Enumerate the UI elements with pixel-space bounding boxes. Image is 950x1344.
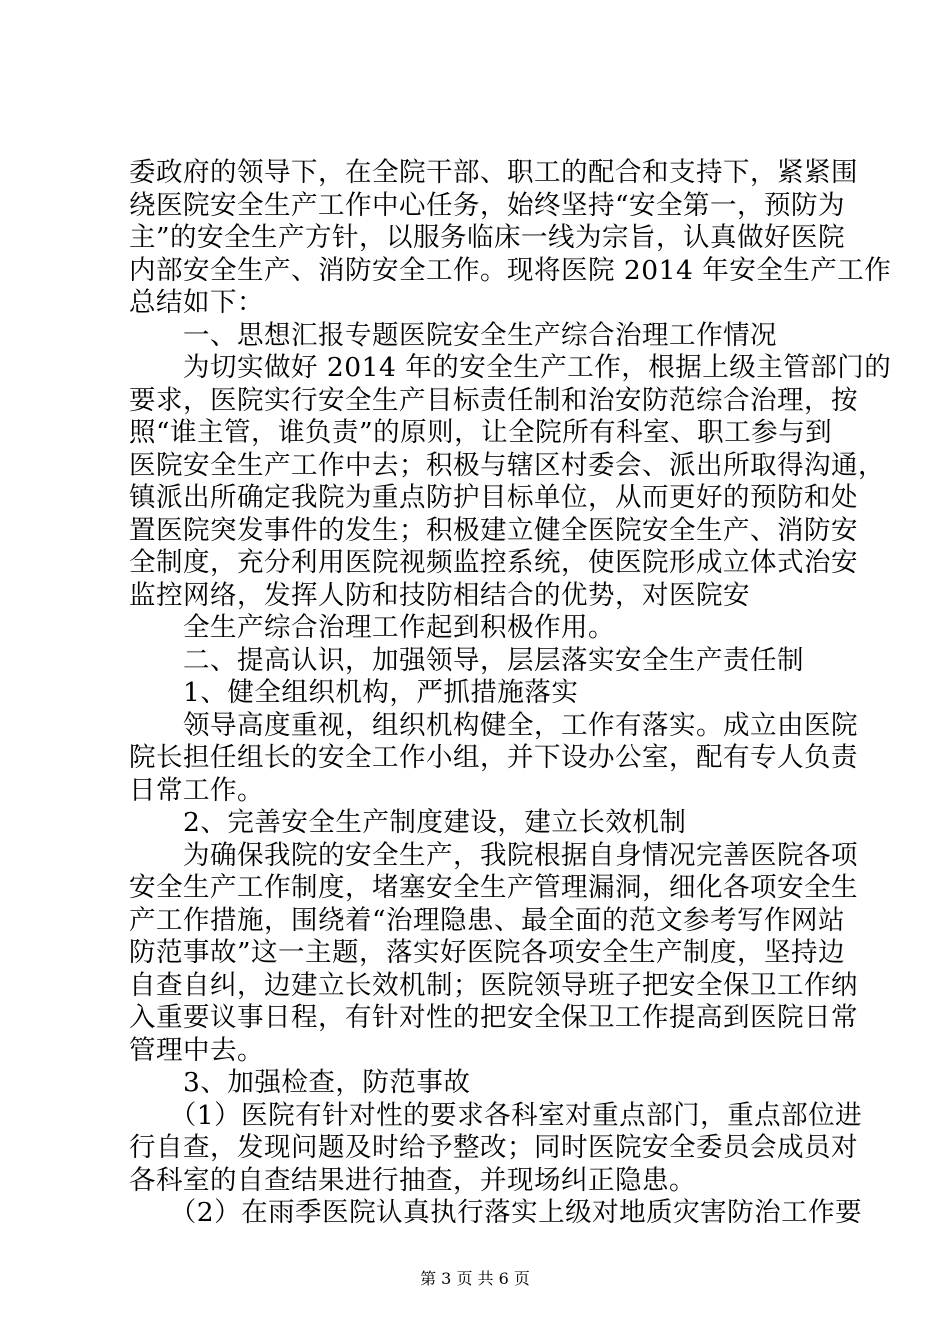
text-line: 要求，医院实行安全生产目标责任制和治安防范综合治理，按 — [129, 384, 858, 416]
text-line: 全生产综合治理工作起到积极作用。 — [129, 612, 615, 643]
text-line: 领导高度重视，组织机构健全，工作有落实。成立由医院 — [129, 709, 858, 741]
text-line: 镇派出所确定我院为重点防护目标单位，从而更好的预防和处 — [129, 482, 858, 513]
text-line: 各科室的自查结果进行抽查，并现场纠正隐患。 — [129, 1164, 696, 1196]
text-line: 院长担任组长的安全工作小组，并下设办公室，配有专人负责 — [129, 742, 858, 773]
text-line: 医院安全生产工作中去；积极与辖区村委会、派出所取得沟通， — [129, 449, 885, 481]
text-line: 日常工作。 — [129, 774, 264, 806]
section-heading: 二、提高认识，加强领导，层层落实安全生产责任制 — [129, 644, 804, 676]
text-line: 监控网络，发挥人防和技防相结合的优势，对医院安 — [129, 579, 750, 611]
text-line: 自查自纠，边建立长效机制；医院领导班子把安全保卫工作纳 — [129, 969, 858, 1001]
section-heading: 一、思想汇报专题医院安全生产综合治理工作情况 — [129, 319, 777, 351]
text-line: 绕医院安全生产工作中心任务，始终坚持“安全第一，预防为 — [129, 189, 846, 221]
text-line: （2）在雨季医院认真执行落实上级对地质灾害防治工作要 — [129, 1197, 863, 1228]
text-line: 为切实做好 2014 年的安全生产工作，根据上级主管部门的 — [129, 352, 892, 383]
text-line: 内部安全生产、消防安全工作。现将医院 2014 年安全生产工作 — [129, 254, 892, 286]
subsection-heading: 2、完善安全生产制度建设，建立长效机制 — [129, 807, 687, 838]
text-line: 行自查，发现问题及时给予整改；同时医院安全委员会成员对 — [129, 1132, 858, 1163]
text-line: 产工作措施，围绕着“治理隐患、最全面的范文参考写作网站 — [129, 904, 846, 936]
subsection-heading: 3、加强检查，防范事故 — [129, 1067, 471, 1098]
text-line: 管理中去。 — [129, 1034, 264, 1066]
text-line: 入重要议事日程，有针对性的把安全保卫工作提高到医院日常 — [129, 1002, 858, 1033]
text-line: 全制度，充分利用医院视频监控系统，使医院形成立体式治安 — [129, 547, 858, 578]
page-footer: 第 3 页 共 6 页 — [420, 1269, 530, 1288]
text-line: 为确保我院的安全生产，我院根据自身情况完善医院各项 — [129, 839, 858, 871]
text-line: （1）医院有针对性的要求各科室对重点部门，重点部位进 — [129, 1099, 863, 1131]
text-line: 防范事故”这一主题，落实好医院各项安全生产制度，坚持边 — [129, 937, 846, 968]
subsection-heading: 1、健全组织机构，严抓措施落实 — [129, 677, 579, 708]
text-line: 主”的安全生产方针，以服务临床一线为宗旨，认真做好医院 — [129, 222, 846, 253]
text-line: 委政府的领导下，在全院干部、职工的配合和支持下，紧紧围 — [129, 157, 858, 188]
text-line: 置医院突发事件的发生；积极建立健全医院安全生产、消防安 — [129, 514, 858, 546]
text-line: 照“谁主管，谁负责”的原则，让全院所有科室、职工参与到 — [129, 417, 833, 448]
text-line: 总结如下： — [129, 287, 264, 318]
text-line: 安全生产工作制度，堵塞安全生产管理漏洞，细化各项安全生 — [129, 872, 858, 903]
